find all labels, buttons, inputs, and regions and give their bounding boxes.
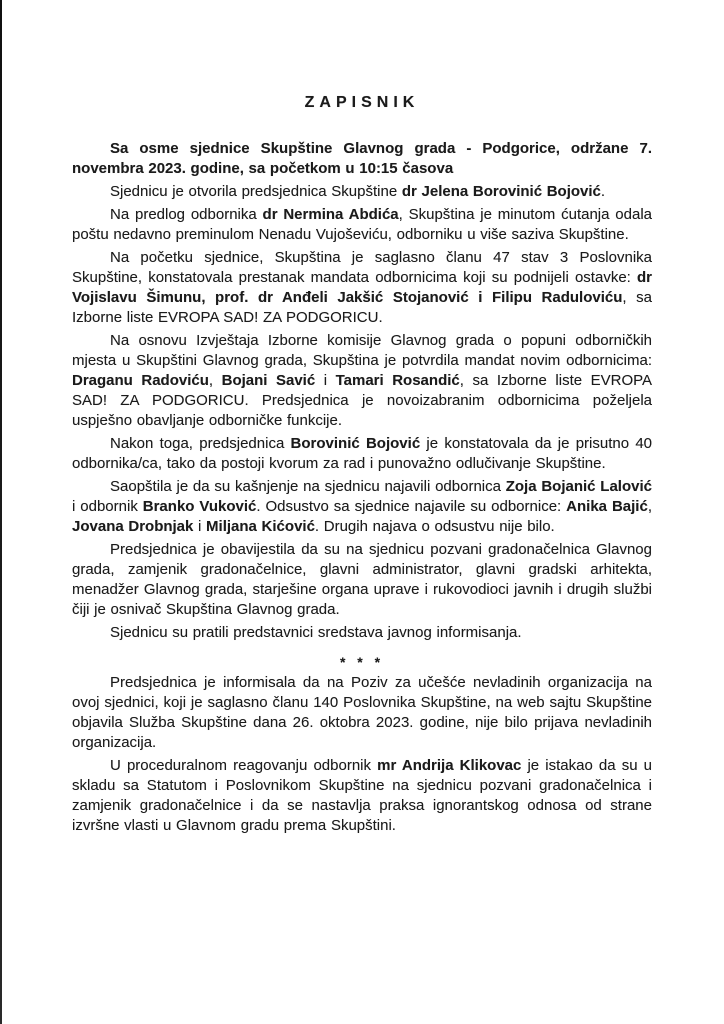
text-run: dr Nermina Abdića — [262, 206, 399, 223]
text-run: Na početku sjednice, Skupština je saglasno članu 47 stav 3 Poslovnika Skupštine, konstatovala prestanak mandata odbornicima koji su podnijeli ostavke: — [72, 249, 652, 286]
text-run: , — [647, 498, 652, 515]
text-run: , — [208, 372, 222, 389]
text-run: Borovinić Bojović — [290, 435, 421, 452]
text-run: Saopštila je da su kašnjenje na sjednicu najavili odbornica — [110, 478, 506, 495]
text-run: Sjednicu je otvorila predsjednica Skupštine — [110, 183, 402, 200]
text-run: Nakon toga, predsjednica — [110, 435, 291, 452]
text-run: Branko Vuković — [142, 498, 257, 515]
text-run: Na osnovu Izvještaja Izborne komisije Glavnog grada o popuni odborničkih mjesta u Skupštini Glavnog grada, Skupština je potvrdila mandat novim odbornicima: — [72, 332, 652, 369]
text-run: Anika Bajić — [566, 498, 648, 515]
text-run: . — [600, 183, 606, 200]
text-run: Na predlog odbornika — [110, 206, 263, 223]
text-run: * * * — [339, 654, 385, 670]
text-run: i — [193, 518, 207, 535]
section-separator — [72, 653, 652, 671]
text-run: Draganu Radoviću — [72, 372, 209, 389]
text-run: Predsjednica je informisala da na Poziv za učešće nevladinih organizacija na ovoj sjednici, koji je saglasno članu 140 Poslovnika Skupštine, na web sajtu Skupštine objavila Služba Skupštine dana 26. oktobra 2023. godine, nije bilo prijava nevladinih organizacija. — [72, 674, 652, 751]
paragraph — [72, 477, 652, 537]
text-run: Sa osme sjednice Skupštine Glavnog grada - Podgorice, održane 7. novembra 2023. godine, sa početkom u 10:15 časova — [72, 140, 652, 177]
text-run: dr Jelena Borovinić Bojović — [401, 183, 601, 200]
paragraph — [72, 331, 652, 431]
document-title: ZAPISNIK — [304, 94, 420, 111]
paragraph — [72, 248, 652, 328]
text-run: Sjednicu su pratili predstavnici sredstava javnog informisanja. — [110, 624, 522, 641]
paragraph — [72, 139, 652, 179]
text-run: mr Andrija Klikovac — [377, 757, 522, 774]
text-run: , sa Izborne liste EVROPA SAD! ZA PODGORICU. — [72, 289, 652, 326]
text-run: Miljana Kićović — [206, 518, 315, 535]
text-run: , sa Izborne liste EVROPA SAD! ZA PODGORICU. Predsjednica je novoizabranim odbornicima poželjela uspješno obavljanje odborničke funkcije. — [72, 372, 653, 429]
text-run: i odbornik — [72, 498, 143, 515]
text-run: i — [315, 372, 336, 389]
text-run: je istakao da su u skladu sa Statutom i Poslovnikom Skupštine na sjednicu pozvani gradonačelnica i zamjenik gradonačelnice i da se nastavlja praksa ignorantskog odnosa od strane izvršne vlasti u Glavnom gradu prema Skupštini. — [72, 757, 653, 834]
text-run: Zoja Bojanić Lalović — [505, 478, 652, 495]
text-run: dr Vojislavu Šimunu, prof. dr Anđeli Jakšić Stojanović i Filipu Raduloviću — [72, 269, 652, 306]
text-run: Jovana Drobnjak — [72, 518, 194, 535]
paragraph — [72, 182, 652, 202]
paragraph — [72, 756, 652, 836]
text-run: Bojani Savić — [221, 372, 316, 389]
scan-edge-artifact — [0, 0, 2, 1024]
paragraph — [72, 205, 652, 245]
text-run: Tamari Rosandić — [335, 372, 460, 389]
document-body — [72, 139, 652, 836]
paragraph — [72, 434, 652, 474]
text-run: U proceduralnom reagovanju odbornik — [110, 757, 378, 774]
text-run: . Odsustvo sa sjednice najavile su odbornice: — [256, 498, 567, 515]
text-run: Predsjednica je obavijestila da su na sjednicu pozvani gradonačelnica Glavnog grada, zamjenik gradonačelnice, glavni administrator, glavni gradski arhitekta, menadžer Glavnog grada, starješine organa uprave i rukovodioci javnih i drugih službi čiji je osnivač Skupština Glavnog grada. — [72, 541, 652, 618]
text-run: je konstatovala da je prisutno 40 odbornika/ca, tako da postoji kvorum za rad i punovažno odlučivanje Skupštine. — [72, 435, 653, 472]
paragraph — [72, 623, 652, 643]
paragraph — [72, 540, 652, 620]
paragraph — [72, 673, 652, 753]
text-run: . Drugih najava o odsustvu nije bilo. — [314, 518, 555, 535]
text-run: , Skupština je minutom ćutanja odala poštu nedavno preminulom Nenadu Vujoševiću, odborniku u više saziva Skupštine. — [72, 206, 652, 243]
